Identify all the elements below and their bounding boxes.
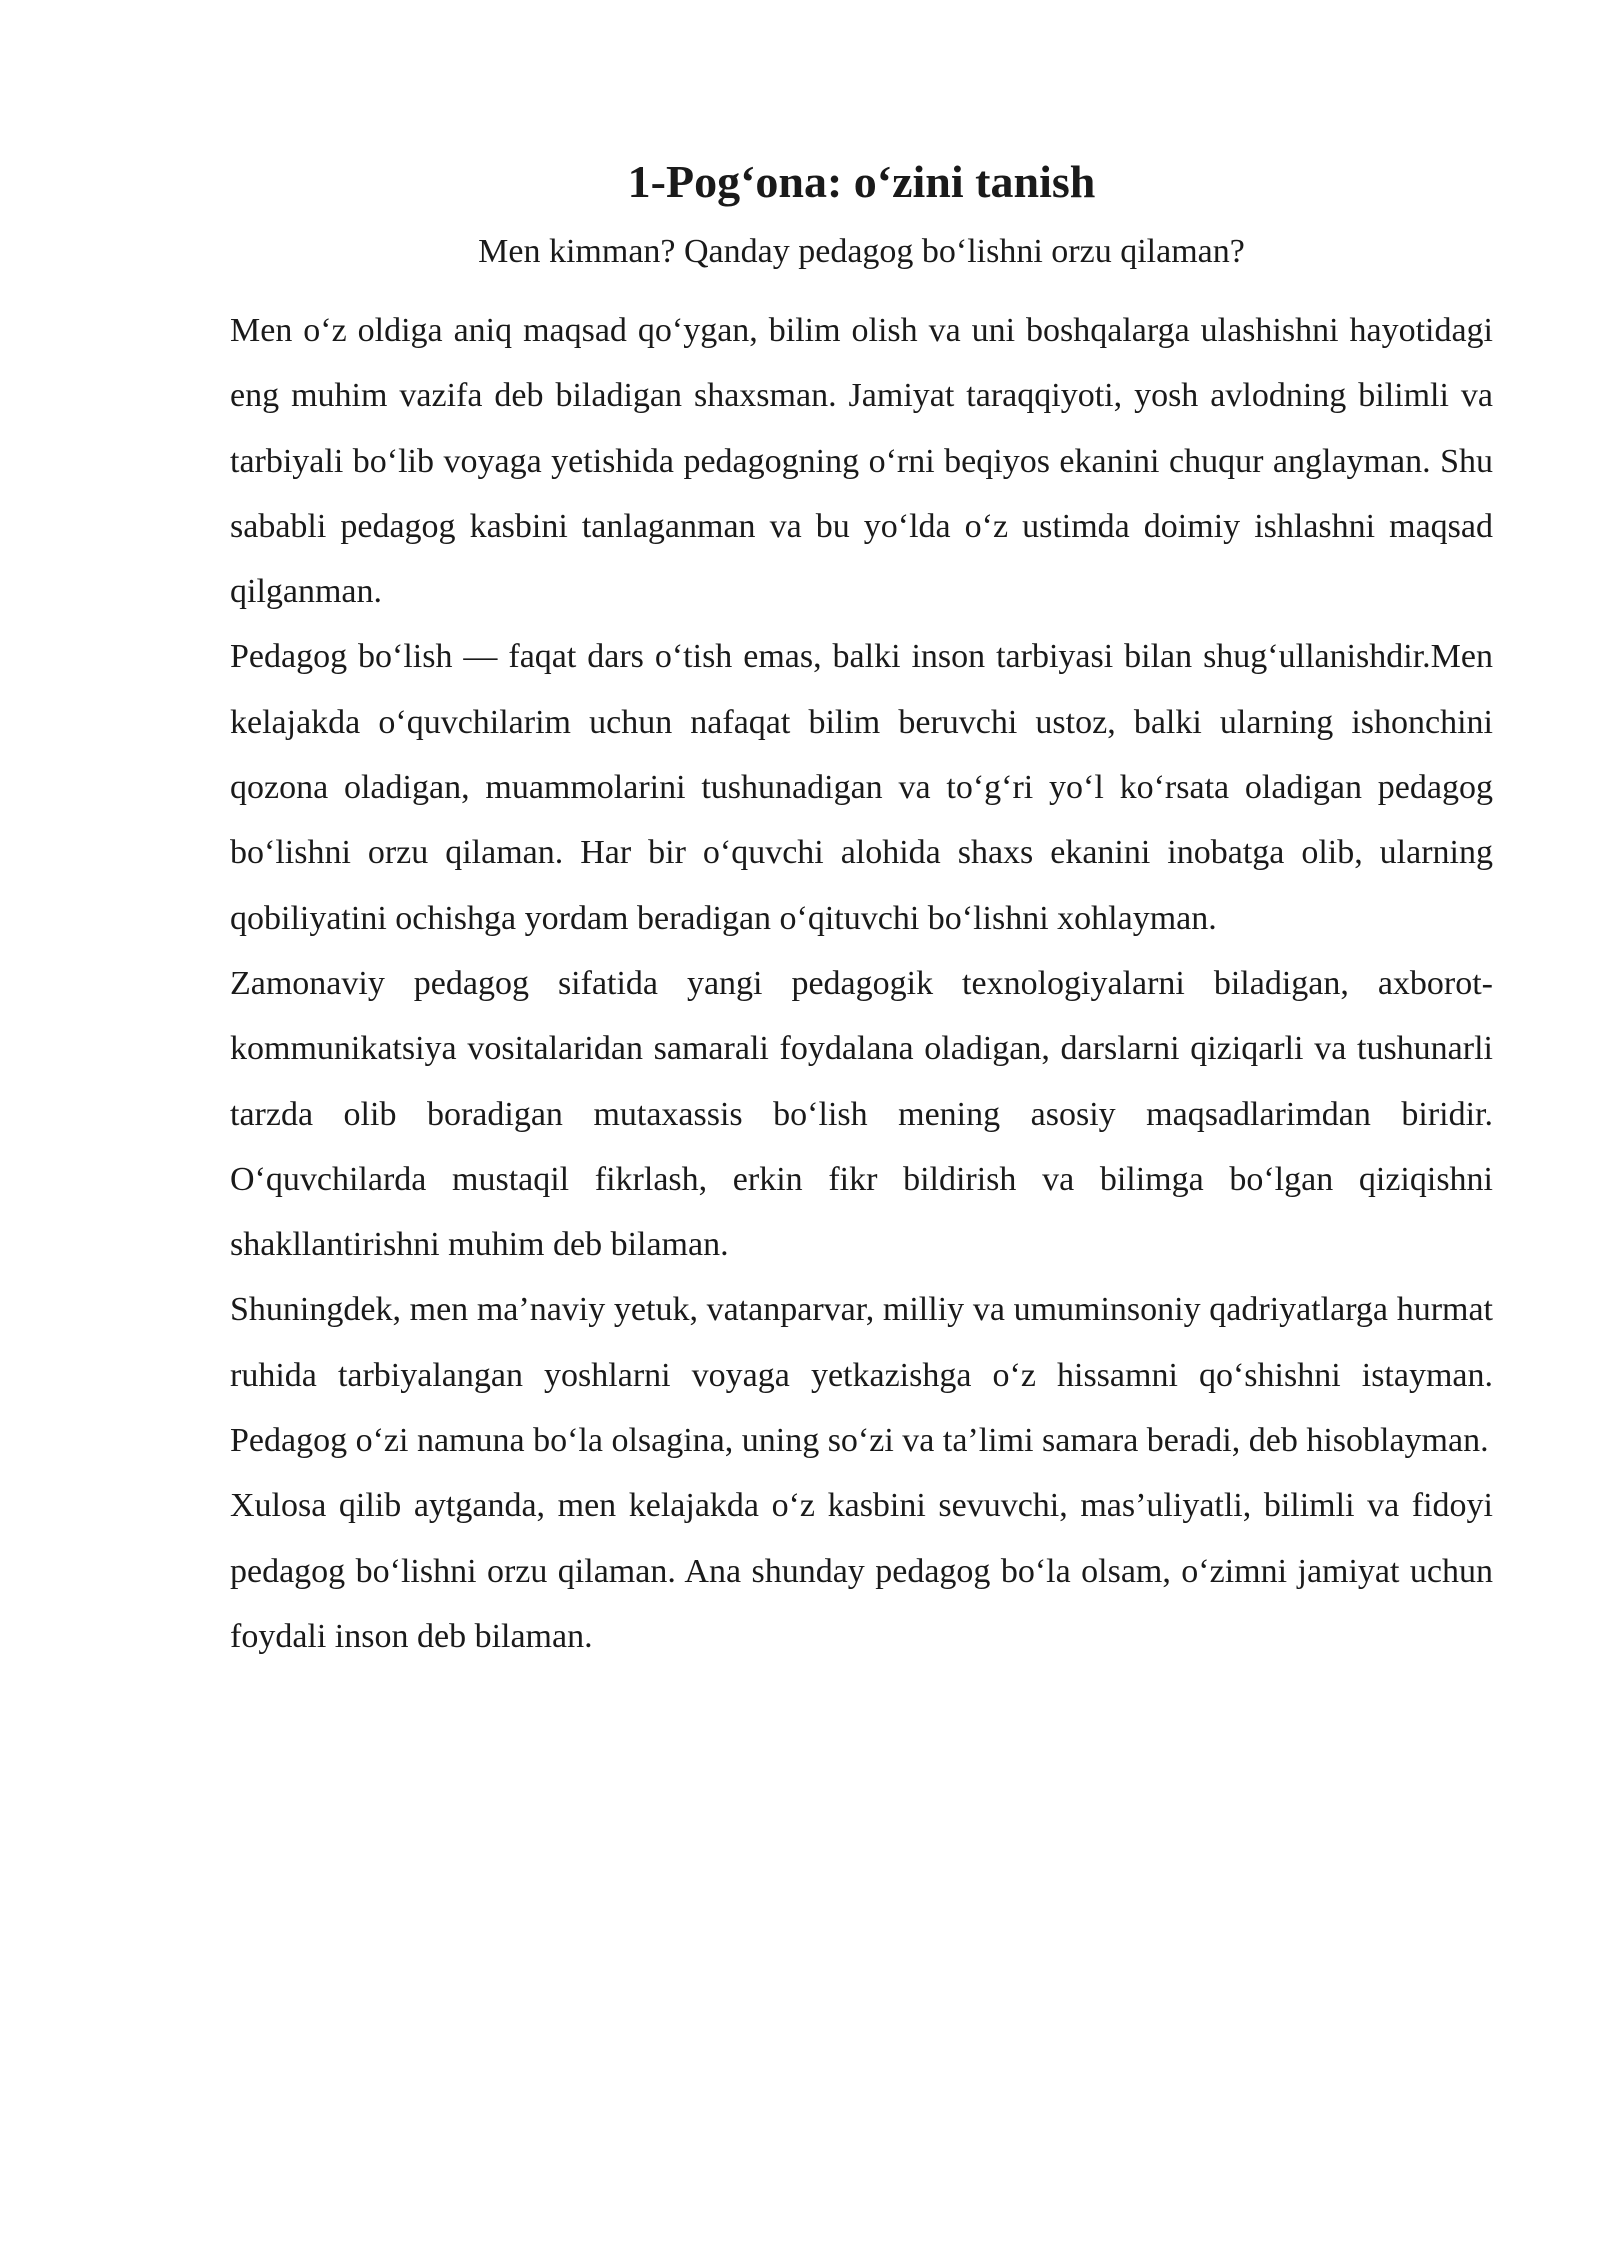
- paragraph-conclusion: Xulosa qilib aytganda, men kelajakda o‘z kasbini sevuvchi, mas’uliyatli, bilimli va fidoyi pedagog bo‘lishni orzu qilaman. Ana shunday pedagog bo‘la olsam, o‘zimni jamiyat uchun foydali inson deb bilaman.: [230, 1487, 1493, 1655]
- document-subtitle: Men kimman? Qanday pedagog bo‘lishni orzu qilaman?: [478, 233, 1245, 270]
- document-title: 1-Pog‘ona: o‘zini tanish: [627, 156, 1096, 207]
- paragraph-intro: Men o‘z oldiga aniq maqsad qo‘ygan, bilim olish va uni boshqalarga ulashishni hayotidagi eng muhim vazifa deb biladigan shaxsman. Jamiyat taraqqiyoti, yosh avlodning bilimli va tarbiyali bo‘lib voyaga yetishida pedagogning o‘rni beqiyos ekanini chuqur anglayman. Shu sababli pedagog kasbini tanlaganman va bu yo‘lda o‘z ustimda doimiy ishlashni maqsad qilganman.: [230, 312, 1493, 611]
- paragraph-modern-pedagogue: Zamonaviy pedagog sifatida yangi pedagogik texnologiyalarni biladigan, axborot-kommunikatsiya vositalaridan samarali foydalana oladigan, darslarni qiziqarli va tushunarli tarzda olib boradigan mutaxassis bo‘lish mening asosiy maqsadlarimdan biridir. O‘quvchilarda mustaqil fikrlash, erkin fikr bildirish va bilimga bo‘lgan qiziqishni shakllantirishni muhim deb bilaman.: [230, 964, 1493, 1264]
- document-body: [230, 298, 1493, 1669]
- document-page: [230, 150, 1493, 1669]
- paragraph-values: Shuningdek, men ma’naviy yetuk, vatanparvar, milliy va umuminsoniy qadriyatlarga hurmat ruhida tarbiyalangan yoshlarni voyaga yetkazishga o‘z hissamni qo‘shishni istayman. Pedagog o‘zi namuna bo‘la olsagina, uning so‘zi va ta’limi samara beradi, deb hisoblayman.: [230, 1291, 1493, 1460]
- paragraph-teacher-role: Pedagog bo‘lish — faqat dars o‘tish emas, balki inson tarbiyasi bilan shug‘ullanishdir.Men kelajakda o‘quvchilarim uchun nafaqat bilim beruvchi ustoz, balki ularning ishonchini qozona oladigan, muammolarini tushunadigan va to‘g‘ri yo‘l ko‘rsata oladigan pedagog bo‘lishni orzu qilaman. Har bir o‘quvchi alohida shaxs ekanini inobatga olib, ularning qobiliyatini ochishga yordam beradigan o‘qituvchi bo‘lishni xohlayman.: [230, 638, 1493, 937]
